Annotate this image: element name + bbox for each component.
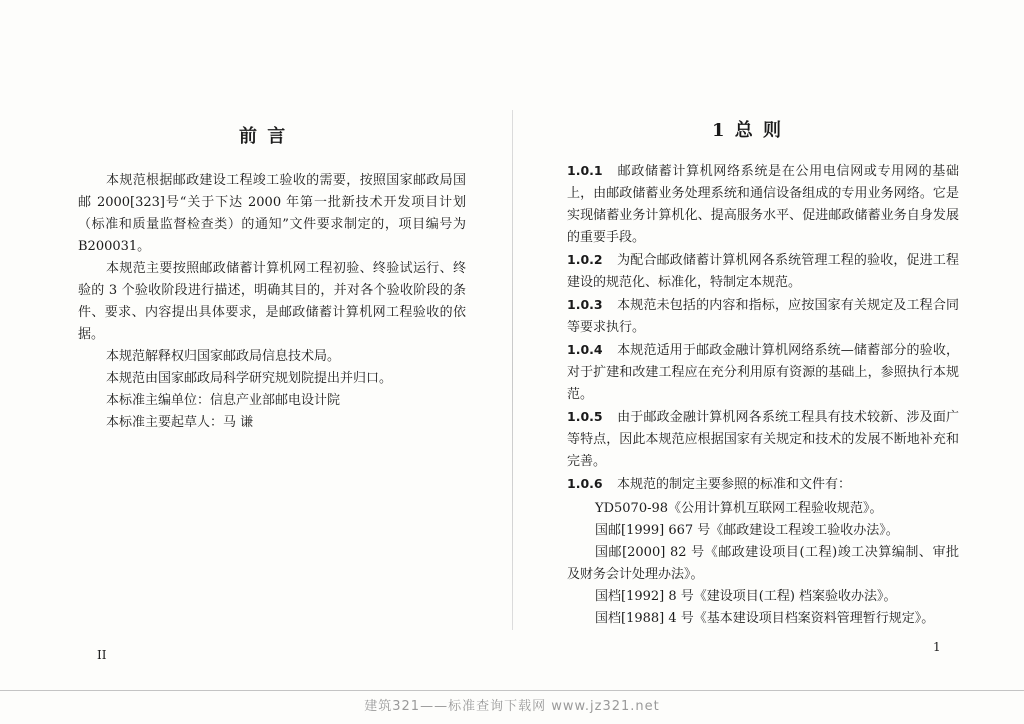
foreword-paragraph: 本规范主要按照邮政储蓄计算机网工程初验、终验试运行、终验的 3 个验收阶段进行描述，明确其目的，并对各个验收阶段的条件、要求、内容提出具体要求，是邮政储蓄计算机网工程验收的依据。 bbox=[78, 261, 466, 342]
reference-item: YD5070-98《公用计算机互联网工程验收规范》。 bbox=[595, 501, 883, 516]
foreword-paragraph: 本标准主要起草人：马 谦 bbox=[106, 415, 254, 430]
reference-list bbox=[567, 498, 959, 630]
reference-item: 国邮[1999] 667 号《邮政建设工程竣工验收办法》。 bbox=[595, 523, 899, 538]
clause-number: 1.0.4 bbox=[567, 342, 603, 357]
footer-rule bbox=[0, 690, 1024, 691]
reference-item: 国档[1988] 4 号《基本建设项目档案资料管理暂行规定》。 bbox=[595, 611, 935, 626]
clause-1-0-2 bbox=[567, 249, 959, 294]
clause-text: 由于邮政金融计算机网各系统工程具有技术较新、涉及面广等特点，因此本规范应根据国家有关规定和技术的发展不断地补充和完善。 bbox=[567, 410, 959, 469]
foreword-paragraph: 本规范根据邮政建设工程竣工验收的需要，按照国家邮政局国邮 2000[323]号“关于下达 2000 年第一批新技术开发项目计划（标准和质量监督检查类）的通知”文件要求制定的，项目编号为B200031。 bbox=[78, 173, 466, 254]
chapter-body bbox=[567, 160, 959, 630]
reference-item: 国档[1992] 8 号《建设项目(工程) 档案验收办法》。 bbox=[595, 589, 897, 604]
footer-watermark: 建筑321——标准查询下载网 www.jz321.net bbox=[364, 699, 660, 714]
foreword-paragraph: 本规范解释权归国家邮政局信息技术局。 bbox=[106, 349, 341, 364]
clause-number: 1.0.2 bbox=[567, 252, 603, 267]
clause-text: 邮政储蓄计算机网络系统是在公用电信网或专用网的基础上，由邮政储蓄业务处理系统和通信设备组成的专用业务网络。它是实现储蓄业务计算机化、提高服务水平、促进邮政储蓄业务自身发展的重要手段。 bbox=[567, 164, 959, 245]
clause-1-0-5 bbox=[567, 406, 959, 473]
clause-number: 1.0.6 bbox=[567, 476, 603, 491]
foreword-paragraph: 本规范由国家邮政局科学研究规划院提出并归口。 bbox=[106, 371, 393, 386]
reference-item: 国邮[2000] 82 号《邮政建设项目(工程)竣工决算编制、审批及财务会计处理办法》。 bbox=[567, 545, 959, 582]
left-page-number: II bbox=[97, 648, 107, 662]
foreword-paragraph: 本标准主编单位：信息产业部邮电设计院 bbox=[106, 393, 341, 408]
clause-1-0-6 bbox=[567, 473, 959, 496]
clause-1-0-3 bbox=[567, 294, 959, 339]
right-page-number: 1 bbox=[933, 640, 941, 654]
clause-1-0-1 bbox=[567, 160, 959, 249]
clause-text: 本规范的制定主要参照的标准和文件有： bbox=[617, 477, 852, 492]
clause-text: 为配合邮政储蓄计算机网各系统管理工程的验收，促进工程建设的规范化、标准化，特制定本规范。 bbox=[567, 253, 959, 290]
page-fold-line bbox=[512, 110, 513, 630]
clause-text: 本规范未包括的内容和指标，应按国家有关规定及工程合同等要求执行。 bbox=[567, 298, 959, 335]
clause-number: 1.0.5 bbox=[567, 409, 603, 424]
clause-number: 1.0.3 bbox=[567, 297, 603, 312]
clause-1-0-4 bbox=[567, 339, 959, 406]
clause-text: 本规范适用于邮政金融计算机网络系统—储蓄部分的验收，对于扩建和改建工程应在充分利用原有资源的基础上，参照执行本规范。 bbox=[567, 343, 959, 402]
foreword-body bbox=[78, 170, 466, 434]
chapter-title: 1 总 则 bbox=[712, 120, 784, 141]
clause-number: 1.0.1 bbox=[567, 163, 603, 178]
foreword-title: 前 言 bbox=[239, 126, 288, 147]
